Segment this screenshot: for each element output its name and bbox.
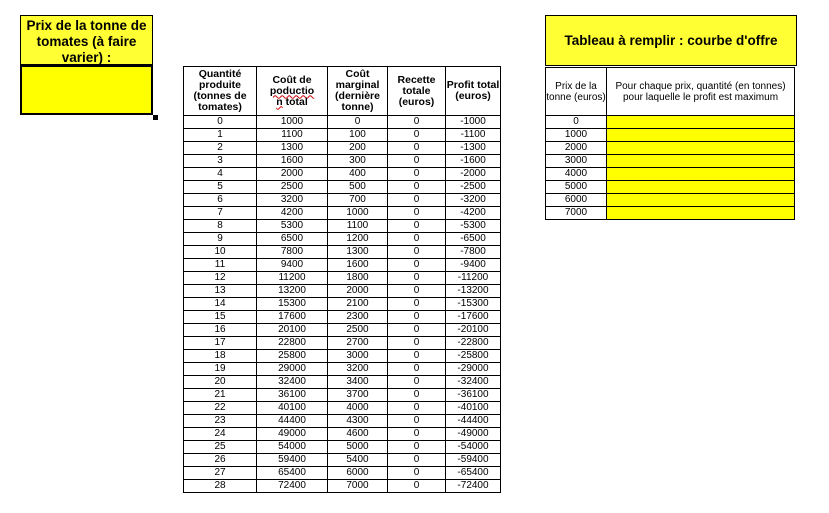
profit-cell[interactable]: -65400 bbox=[446, 467, 501, 480]
profit-cell[interactable]: -1100 bbox=[446, 129, 501, 142]
table-row bbox=[184, 467, 501, 480]
supply-row bbox=[546, 142, 795, 155]
revenue-cell[interactable]: 0 bbox=[388, 389, 446, 402]
revenue-cell[interactable]: 0 bbox=[388, 324, 446, 337]
cost-cell[interactable]: 65400 bbox=[257, 467, 328, 480]
revenue-cell[interactable]: 0 bbox=[388, 467, 446, 480]
table-row bbox=[184, 389, 501, 402]
profit-cell[interactable]: -1000 bbox=[446, 116, 501, 129]
supply-title[interactable]: Tableau à remplir : courbe d'offre bbox=[545, 15, 797, 66]
supply-row bbox=[546, 194, 795, 207]
revenue-cell[interactable]: 0 bbox=[388, 129, 446, 142]
marginal-cell[interactable]: 1100 bbox=[328, 220, 388, 233]
revenue-cell[interactable]: 0 bbox=[388, 259, 446, 272]
marginal-cell[interactable]: 1200 bbox=[328, 233, 388, 246]
cost-cell[interactable]: 15300 bbox=[257, 298, 328, 311]
header-profit[interactable]: Profit total (euros) bbox=[446, 67, 501, 116]
price-input-cell[interactable] bbox=[20, 65, 153, 115]
quantity-cell[interactable]: 7 bbox=[184, 207, 257, 220]
marginal-cell[interactable]: 1000 bbox=[328, 207, 388, 220]
cost-cell[interactable]: 20100 bbox=[257, 324, 328, 337]
cost-cell[interactable]: 11200 bbox=[257, 272, 328, 285]
supply-row bbox=[546, 155, 795, 168]
table-row bbox=[184, 246, 501, 259]
supply-price-cell[interactable]: 3000 bbox=[546, 155, 607, 168]
table-row bbox=[184, 155, 501, 168]
profit-cell[interactable]: -36100 bbox=[446, 389, 501, 402]
revenue-cell[interactable]: 0 bbox=[388, 415, 446, 428]
table-row bbox=[184, 402, 501, 415]
quantity-cell[interactable]: 19 bbox=[184, 363, 257, 376]
table-row bbox=[184, 376, 501, 389]
header-cost[interactable]: Coût de poductio n total bbox=[257, 67, 328, 116]
table-row bbox=[184, 311, 501, 324]
profit-cell[interactable]: -2500 bbox=[446, 181, 501, 194]
cost-cell[interactable]: 1300 bbox=[257, 142, 328, 155]
profit-cell[interactable]: -15300 bbox=[446, 298, 501, 311]
table-row bbox=[184, 194, 501, 207]
table-row bbox=[184, 129, 501, 142]
marginal-cell[interactable]: 3400 bbox=[328, 376, 388, 389]
profit-cell[interactable]: -49000 bbox=[446, 428, 501, 441]
marginal-cell[interactable]: 1800 bbox=[328, 272, 388, 285]
quantity-cell[interactable]: 0 bbox=[184, 116, 257, 129]
revenue-cell[interactable]: 0 bbox=[388, 207, 446, 220]
table-row bbox=[184, 298, 501, 311]
quantity-cell[interactable]: 15 bbox=[184, 311, 257, 324]
quantity-cell[interactable]: 21 bbox=[184, 389, 257, 402]
marginal-cell[interactable]: 3200 bbox=[328, 363, 388, 376]
price-box bbox=[20, 15, 153, 115]
supply-price-cell[interactable]: 0 bbox=[546, 116, 607, 129]
cost-cell[interactable]: 44400 bbox=[257, 415, 328, 428]
profit-cell[interactable]: -13200 bbox=[446, 285, 501, 298]
cost-cell[interactable]: 6500 bbox=[257, 233, 328, 246]
supply-price-cell[interactable]: 5000 bbox=[546, 181, 607, 194]
cost-cell[interactable]: 1000 bbox=[257, 116, 328, 129]
table-row bbox=[184, 350, 501, 363]
quantity-cell[interactable]: 27 bbox=[184, 467, 257, 480]
cost-cell[interactable]: 40100 bbox=[257, 402, 328, 415]
profit-cell[interactable]: -4200 bbox=[446, 207, 501, 220]
header-revenue[interactable]: Recette totale (euros) bbox=[388, 67, 446, 116]
revenue-cell[interactable]: 0 bbox=[388, 220, 446, 233]
marginal-cell[interactable]: 4600 bbox=[328, 428, 388, 441]
marginal-cell[interactable]: 4300 bbox=[328, 415, 388, 428]
table-row bbox=[184, 480, 501, 493]
revenue-cell[interactable]: 0 bbox=[388, 246, 446, 259]
supply-table bbox=[545, 67, 795, 220]
cost-cell[interactable]: 2500 bbox=[257, 181, 328, 194]
revenue-cell[interactable]: 0 bbox=[388, 337, 446, 350]
profit-cell[interactable]: -1300 bbox=[446, 142, 501, 155]
supply-quantity-input[interactable] bbox=[607, 194, 795, 207]
revenue-cell[interactable]: 0 bbox=[388, 441, 446, 454]
quantity-cell[interactable]: 14 bbox=[184, 298, 257, 311]
marginal-cell[interactable]: 2000 bbox=[328, 285, 388, 298]
revenue-cell[interactable]: 0 bbox=[388, 116, 446, 129]
marginal-cell[interactable]: 3000 bbox=[328, 350, 388, 363]
profit-cell[interactable]: -7800 bbox=[446, 246, 501, 259]
marginal-cell[interactable]: 5000 bbox=[328, 441, 388, 454]
table-row bbox=[184, 285, 501, 298]
marginal-cell[interactable]: 300 bbox=[328, 155, 388, 168]
table-row bbox=[184, 220, 501, 233]
table-row bbox=[184, 454, 501, 467]
revenue-cell[interactable]: 0 bbox=[388, 285, 446, 298]
marginal-cell[interactable]: 2300 bbox=[328, 311, 388, 324]
revenue-cell[interactable]: 0 bbox=[388, 181, 446, 194]
table-row bbox=[184, 181, 501, 194]
profit-cell[interactable]: -6500 bbox=[446, 233, 501, 246]
table-row bbox=[184, 272, 501, 285]
cost-cell[interactable]: 3200 bbox=[257, 194, 328, 207]
supply-quantity-input[interactable] bbox=[607, 116, 795, 129]
supply-price-cell[interactable]: 2000 bbox=[546, 142, 607, 155]
supply-row bbox=[546, 168, 795, 181]
quantity-cell[interactable]: 18 bbox=[184, 350, 257, 363]
profit-cell[interactable]: -3200 bbox=[446, 194, 501, 207]
revenue-cell[interactable]: 0 bbox=[388, 194, 446, 207]
cost-cell[interactable]: 7800 bbox=[257, 246, 328, 259]
supply-price-cell[interactable]: 4000 bbox=[546, 168, 607, 181]
profit-cell[interactable]: -2000 bbox=[446, 168, 501, 181]
marginal-cell[interactable]: 3700 bbox=[328, 389, 388, 402]
profit-cell[interactable]: -5300 bbox=[446, 220, 501, 233]
revenue-cell[interactable]: 0 bbox=[388, 480, 446, 493]
table-row bbox=[184, 233, 501, 246]
marginal-cell[interactable]: 4000 bbox=[328, 402, 388, 415]
quantity-cell[interactable]: 9 bbox=[184, 233, 257, 246]
table-row bbox=[184, 168, 501, 181]
supply-row bbox=[546, 207, 795, 220]
revenue-cell[interactable]: 0 bbox=[388, 142, 446, 155]
cost-cell[interactable]: 9400 bbox=[257, 259, 328, 272]
table-row bbox=[184, 142, 501, 155]
cost-cell[interactable]: 2000 bbox=[257, 168, 328, 181]
marginal-cell[interactable]: 2500 bbox=[328, 324, 388, 337]
quantity-cell[interactable]: 17 bbox=[184, 337, 257, 350]
cost-cell[interactable]: 25800 bbox=[257, 350, 328, 363]
quantity-cell[interactable]: 24 bbox=[184, 428, 257, 441]
revenue-cell[interactable]: 0 bbox=[388, 402, 446, 415]
quantity-cell[interactable]: 22 bbox=[184, 402, 257, 415]
marginal-cell[interactable]: 7000 bbox=[328, 480, 388, 493]
supply-row bbox=[546, 116, 795, 129]
supply-quantity-input[interactable] bbox=[607, 142, 795, 155]
quantity-cell[interactable]: 12 bbox=[184, 272, 257, 285]
profit-cell[interactable]: -9400 bbox=[446, 259, 501, 272]
marginal-cell[interactable]: 2100 bbox=[328, 298, 388, 311]
profit-cell[interactable]: -32400 bbox=[446, 376, 501, 389]
quantity-cell[interactable]: 2 bbox=[184, 142, 257, 155]
table-row bbox=[184, 363, 501, 376]
header-marginal[interactable]: Coût marginal (dernière tonne) bbox=[328, 67, 388, 116]
profit-cell[interactable]: -44400 bbox=[446, 415, 501, 428]
table-row bbox=[184, 324, 501, 337]
table-row bbox=[184, 337, 501, 350]
supply-header-price[interactable]: Prix de la tonne (euros) bbox=[546, 68, 607, 116]
marginal-cell[interactable]: 100 bbox=[328, 129, 388, 142]
revenue-cell[interactable]: 0 bbox=[388, 376, 446, 389]
table-row bbox=[184, 207, 501, 220]
marginal-cell[interactable]: 2700 bbox=[328, 337, 388, 350]
quantity-cell[interactable]: 3 bbox=[184, 155, 257, 168]
table-row bbox=[184, 428, 501, 441]
supply-price-cell[interactable]: 7000 bbox=[546, 207, 607, 220]
profit-cell[interactable]: -25800 bbox=[446, 350, 501, 363]
supply-header-row bbox=[546, 68, 795, 116]
cost-cell[interactable]: 4200 bbox=[257, 207, 328, 220]
supply-quantity-input[interactable] bbox=[607, 155, 795, 168]
profit-cell[interactable]: -59400 bbox=[446, 454, 501, 467]
cost-cell[interactable]: 5300 bbox=[257, 220, 328, 233]
cost-cell[interactable]: 29000 bbox=[257, 363, 328, 376]
quantity-cell[interactable]: 25 bbox=[184, 441, 257, 454]
supply-quantity-input[interactable] bbox=[607, 181, 795, 194]
cost-cell[interactable]: 36100 bbox=[257, 389, 328, 402]
marginal-cell[interactable]: 200 bbox=[328, 142, 388, 155]
quantity-cell[interactable]: 1 bbox=[184, 129, 257, 142]
quantity-cell[interactable]: 6 bbox=[184, 194, 257, 207]
cost-cell[interactable]: 1600 bbox=[257, 155, 328, 168]
cost-cell[interactable]: 32400 bbox=[257, 376, 328, 389]
revenue-cell[interactable]: 0 bbox=[388, 155, 446, 168]
quantity-cell[interactable]: 4 bbox=[184, 168, 257, 181]
quantity-cell[interactable]: 16 bbox=[184, 324, 257, 337]
quantity-cell[interactable]: 10 bbox=[184, 246, 257, 259]
supply-header-quantity[interactable]: Pour chaque prix, quantité (en tonnes) pour laquelle le profit est maximum bbox=[607, 68, 795, 116]
fill-handle[interactable] bbox=[153, 115, 158, 120]
cost-cell[interactable]: 1100 bbox=[257, 129, 328, 142]
revenue-cell[interactable]: 0 bbox=[388, 233, 446, 246]
header-quantity[interactable]: Quantité produite (tonnes de tomates) bbox=[184, 67, 257, 116]
profit-cell[interactable]: -1600 bbox=[446, 155, 501, 168]
revenue-cell[interactable]: 0 bbox=[388, 311, 446, 324]
quantity-cell[interactable]: 23 bbox=[184, 415, 257, 428]
table-row bbox=[184, 415, 501, 428]
profit-cell[interactable]: -17600 bbox=[446, 311, 501, 324]
supply-quantity-input[interactable] bbox=[607, 129, 795, 142]
revenue-cell[interactable]: 0 bbox=[388, 363, 446, 376]
quantity-cell[interactable]: 26 bbox=[184, 454, 257, 467]
profit-cell[interactable]: -22800 bbox=[446, 337, 501, 350]
marginal-cell[interactable]: 0 bbox=[328, 116, 388, 129]
profit-cell[interactable]: -20100 bbox=[446, 324, 501, 337]
quantity-cell[interactable]: 8 bbox=[184, 220, 257, 233]
supply-quantity-input[interactable] bbox=[607, 207, 795, 220]
marginal-cell[interactable]: 1300 bbox=[328, 246, 388, 259]
supply-price-cell[interactable]: 1000 bbox=[546, 129, 607, 142]
revenue-cell[interactable]: 0 bbox=[388, 168, 446, 181]
revenue-cell[interactable]: 0 bbox=[388, 350, 446, 363]
cost-cell[interactable]: 59400 bbox=[257, 454, 328, 467]
supply-price-cell[interactable]: 6000 bbox=[546, 194, 607, 207]
marginal-cell[interactable]: 6000 bbox=[328, 467, 388, 480]
profit-cell[interactable]: -11200 bbox=[446, 272, 501, 285]
quantity-cell[interactable]: 13 bbox=[184, 285, 257, 298]
marginal-cell[interactable]: 400 bbox=[328, 168, 388, 181]
profit-cell[interactable]: -54000 bbox=[446, 441, 501, 454]
supply-row bbox=[546, 181, 795, 194]
revenue-cell[interactable]: 0 bbox=[388, 428, 446, 441]
table-row bbox=[184, 116, 501, 129]
profit-cell[interactable]: -29000 bbox=[446, 363, 501, 376]
marginal-cell[interactable]: 500 bbox=[328, 181, 388, 194]
table-row bbox=[184, 441, 501, 454]
revenue-cell[interactable]: 0 bbox=[388, 298, 446, 311]
price-label: Prix de la tonne de tomates (à faire varier) : bbox=[20, 15, 153, 65]
profit-cell[interactable]: -72400 bbox=[446, 480, 501, 493]
supply-row bbox=[546, 129, 795, 142]
quantity-cell[interactable]: 28 bbox=[184, 480, 257, 493]
header-row bbox=[184, 67, 501, 116]
quantity-cell[interactable]: 11 bbox=[184, 259, 257, 272]
marginal-cell[interactable]: 5400 bbox=[328, 454, 388, 467]
quantity-cell[interactable]: 20 bbox=[184, 376, 257, 389]
cost-cell[interactable]: 49000 bbox=[257, 428, 328, 441]
cost-cell[interactable]: 72400 bbox=[257, 480, 328, 493]
cost-cell[interactable]: 22800 bbox=[257, 337, 328, 350]
cost-cell[interactable]: 13200 bbox=[257, 285, 328, 298]
cost-cell[interactable]: 54000 bbox=[257, 441, 328, 454]
table-row bbox=[184, 259, 501, 272]
profit-cell[interactable]: -40100 bbox=[446, 402, 501, 415]
cost-cell[interactable]: 17600 bbox=[257, 311, 328, 324]
production-table bbox=[183, 66, 501, 493]
marginal-cell[interactable]: 1600 bbox=[328, 259, 388, 272]
marginal-cell[interactable]: 700 bbox=[328, 194, 388, 207]
revenue-cell[interactable]: 0 bbox=[388, 272, 446, 285]
revenue-cell[interactable]: 0 bbox=[388, 454, 446, 467]
supply-quantity-input[interactable] bbox=[607, 168, 795, 181]
quantity-cell[interactable]: 5 bbox=[184, 181, 257, 194]
